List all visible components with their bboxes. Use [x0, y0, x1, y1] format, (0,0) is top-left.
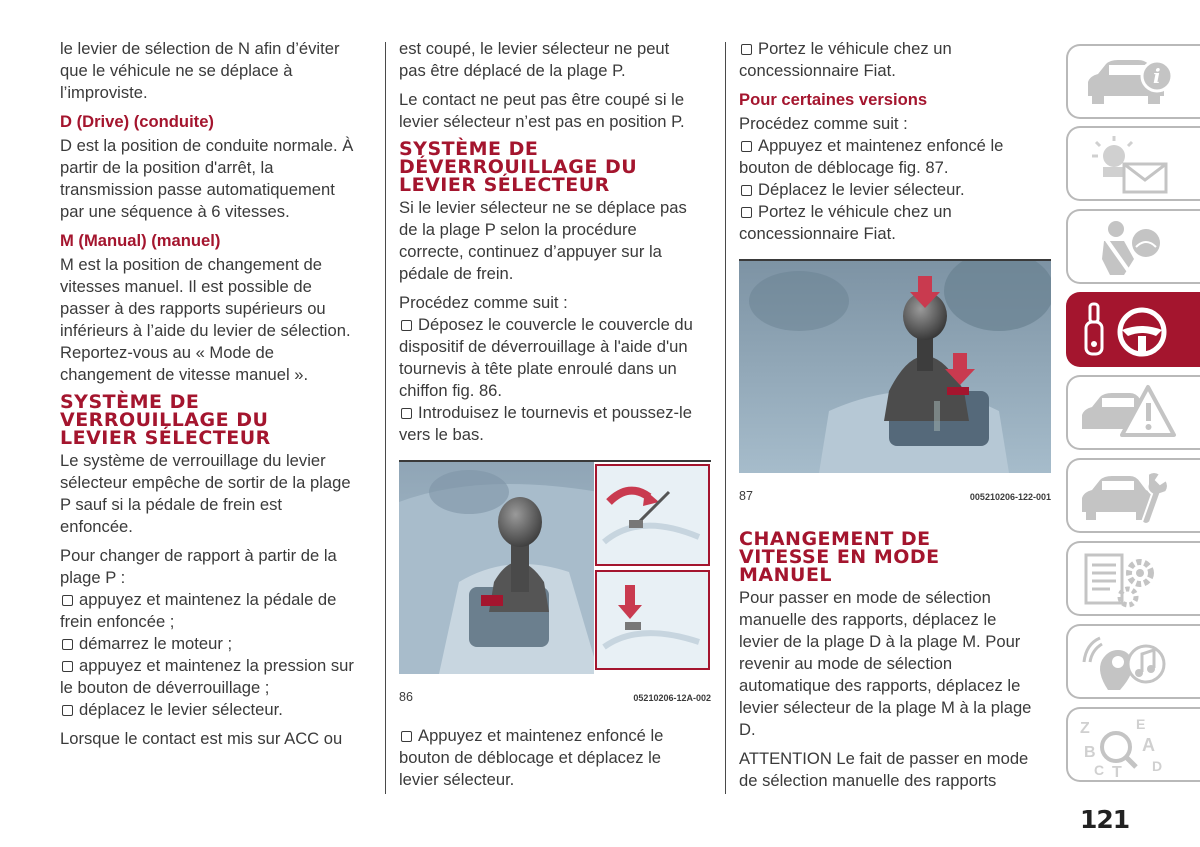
car-warning-icon: [1076, 383, 1186, 445]
paragraph: M est la position de changement de vitesses manuel. Il est possible de passer à des rapports supérieurs ou inférieurs à l’aide du levier de sélection. Reportez-vous au « Mode de changement de vitesse manuel ».: [60, 255, 351, 384]
text-column-3: [739, 38, 1051, 799]
car-info-icon: [1076, 52, 1186, 114]
checkbox-bullet-icon: [741, 141, 752, 152]
index-letter: Z: [1080, 720, 1090, 737]
chapter-tab-safety[interactable]: [1066, 209, 1200, 284]
chapter-tab-dashboard[interactable]: [1066, 126, 1200, 201]
checkbox-bullet-icon: [741, 185, 752, 196]
chapter-tab-multimedia[interactable]: [1066, 624, 1200, 699]
subheading-drive: D (Drive) (conduite): [60, 112, 214, 131]
bullet-item: Appuyez et maintenez enfoncé le bouton de déblocage et déplacez le levier sélecteur.: [399, 726, 664, 789]
multimedia-icon: [1076, 632, 1186, 694]
paragraph: Lorsque le contact est mis sur ACC ou: [60, 729, 343, 748]
index-letter: D: [1152, 758, 1163, 774]
checkbox-bullet-icon: [401, 731, 412, 742]
paragraph: Pour changer de rapport à partir de la plage P :: [60, 546, 337, 587]
paragraph: le levier de sélection de N afin d’éviter que le véhicule ne se déplace à l’improviste.: [60, 39, 340, 102]
index-letter: B: [1084, 744, 1096, 761]
gear-selector-illustration-86: [399, 462, 711, 674]
bullet-item: appuyez et maintenez la pédale de frein enfoncée ;: [60, 590, 337, 631]
paragraph: Procédez comme suit :: [399, 293, 568, 312]
chapter-tab-maintenance[interactable]: [1066, 458, 1200, 533]
gear-selector-illustration-87: [739, 261, 1051, 473]
paragraph: Si le levier sélecteur ne se déplace pas de la plage P selon la procédure correcte, continuez d’appuyer sur la pédale de frein.: [399, 198, 687, 283]
chapter-tab-emergency[interactable]: [1066, 375, 1200, 450]
chapter-tab-starting-driving[interactable]: [1066, 292, 1200, 367]
settings-list-icon: [1076, 549, 1186, 611]
alphabet-index-icon: [1076, 715, 1186, 777]
car-wrench-icon: [1076, 466, 1186, 528]
figure-code: 05210206-12A-002: [633, 693, 711, 703]
column-divider: [725, 42, 726, 794]
index-letter: T: [1112, 764, 1122, 777]
checkbox-bullet-icon: [62, 661, 73, 672]
figure-86: [399, 460, 711, 709]
index-letter: C: [1094, 762, 1105, 777]
chapter-tab-technical-data[interactable]: [1066, 541, 1200, 616]
bullet-item: Portez le véhicule chez un concessionnaire Fiat.: [739, 202, 952, 243]
bullet-item: Portez le véhicule chez un concessionnaire Fiat.: [739, 39, 952, 80]
figure-code: 005210206-122-001: [969, 492, 1051, 502]
paragraph: D est la position de conduite normale. À partir de la position d'arrêt, la transmission passe automatiquement par une séquence à 6 vitesses.: [60, 136, 354, 221]
checkbox-bullet-icon: [62, 705, 73, 716]
index-letter: A: [1142, 735, 1155, 755]
paragraph: Le contact ne peut pas être coupé si le levier sélecteur n’est pas en position P.: [399, 90, 685, 131]
checkbox-bullet-icon: [741, 207, 752, 218]
section-heading-lock-system: SYSTÈME DE VERROUILLAGE DU LEVIER SÉLECTEUR: [60, 391, 271, 449]
checkbox-bullet-icon: [62, 639, 73, 650]
subheading-manual: M (Manual) (manuel): [60, 231, 221, 250]
bullet-item: Appuyez et maintenez enfoncé le bouton de déblocage fig. 87.: [739, 136, 1004, 177]
paragraph: ATTENTION Le fait de passer en mode de sélection manuelle des rapports: [739, 749, 1029, 790]
bullet-item: Déposez le couvercle le couvercle du dispositif de déverrouillage à l'aide d'un tournevis à tête plate enroulé dans un chiffon fig. 86.: [399, 315, 693, 400]
checkbox-bullet-icon: [401, 408, 412, 419]
bullet-item: Introduisez le tournevis et poussez-le vers le bas.: [399, 403, 692, 444]
paragraph: Le système de verrouillage du levier sélecteur empêche de sortir de la plage P sauf si la pédale de frein est enfoncée.: [60, 451, 351, 536]
subheading-some-versions: Pour certaines versions: [739, 90, 928, 109]
checkbox-bullet-icon: [401, 320, 412, 331]
bullet-item: démarrez le moteur ;: [60, 633, 372, 655]
bullet-item: déplacez le levier sélecteur.: [60, 699, 372, 721]
paragraph: Procédez comme suit :: [739, 114, 908, 133]
bullet-item: Déplacez le levier sélecteur.: [739, 179, 1051, 201]
index-letter: E: [1136, 716, 1146, 732]
text-column-2: [399, 38, 711, 791]
column-divider: [385, 42, 386, 794]
light-mail-icon: [1076, 134, 1186, 196]
bullet-item: appuyez et maintenez la pression sur le bouton de déverrouillage ;: [60, 656, 354, 697]
checkbox-bullet-icon: [741, 44, 752, 55]
chapter-tab-vehicle-info[interactable]: [1066, 44, 1200, 119]
figure-number: 87: [739, 489, 753, 503]
figure-87: [739, 259, 1051, 508]
figure-number: 86: [399, 690, 413, 704]
svg-text:i: i: [1153, 64, 1161, 88]
text-column-1: [60, 38, 372, 757]
section-heading-unlock-system: SYSTÈME DE DÉVERROUILLAGE DU LEVIER SÉLECTEUR: [399, 138, 638, 196]
chapter-tab-index[interactable]: [1066, 707, 1200, 782]
airbag-seatbelt-icon: [1076, 217, 1186, 279]
section-heading-manual-mode: CHANGEMENT DE VITESSE EN MODE MANUEL: [739, 528, 940, 586]
checkbox-bullet-icon: [62, 595, 73, 606]
paragraph: Pour passer en mode de sélection manuelle des rapports, déplacez le levier de la plage D à la plage M. Pour revenir au mode de sélection automatique des rapports, déplacez le levier sélecteur de la plage M à la plage D.: [739, 588, 1032, 739]
key-steering-wheel-icon: [1076, 300, 1186, 362]
paragraph: est coupé, le levier sélecteur ne peut pas être déplacé de la plage P.: [399, 39, 670, 80]
page-number: 121: [1080, 805, 1130, 834]
